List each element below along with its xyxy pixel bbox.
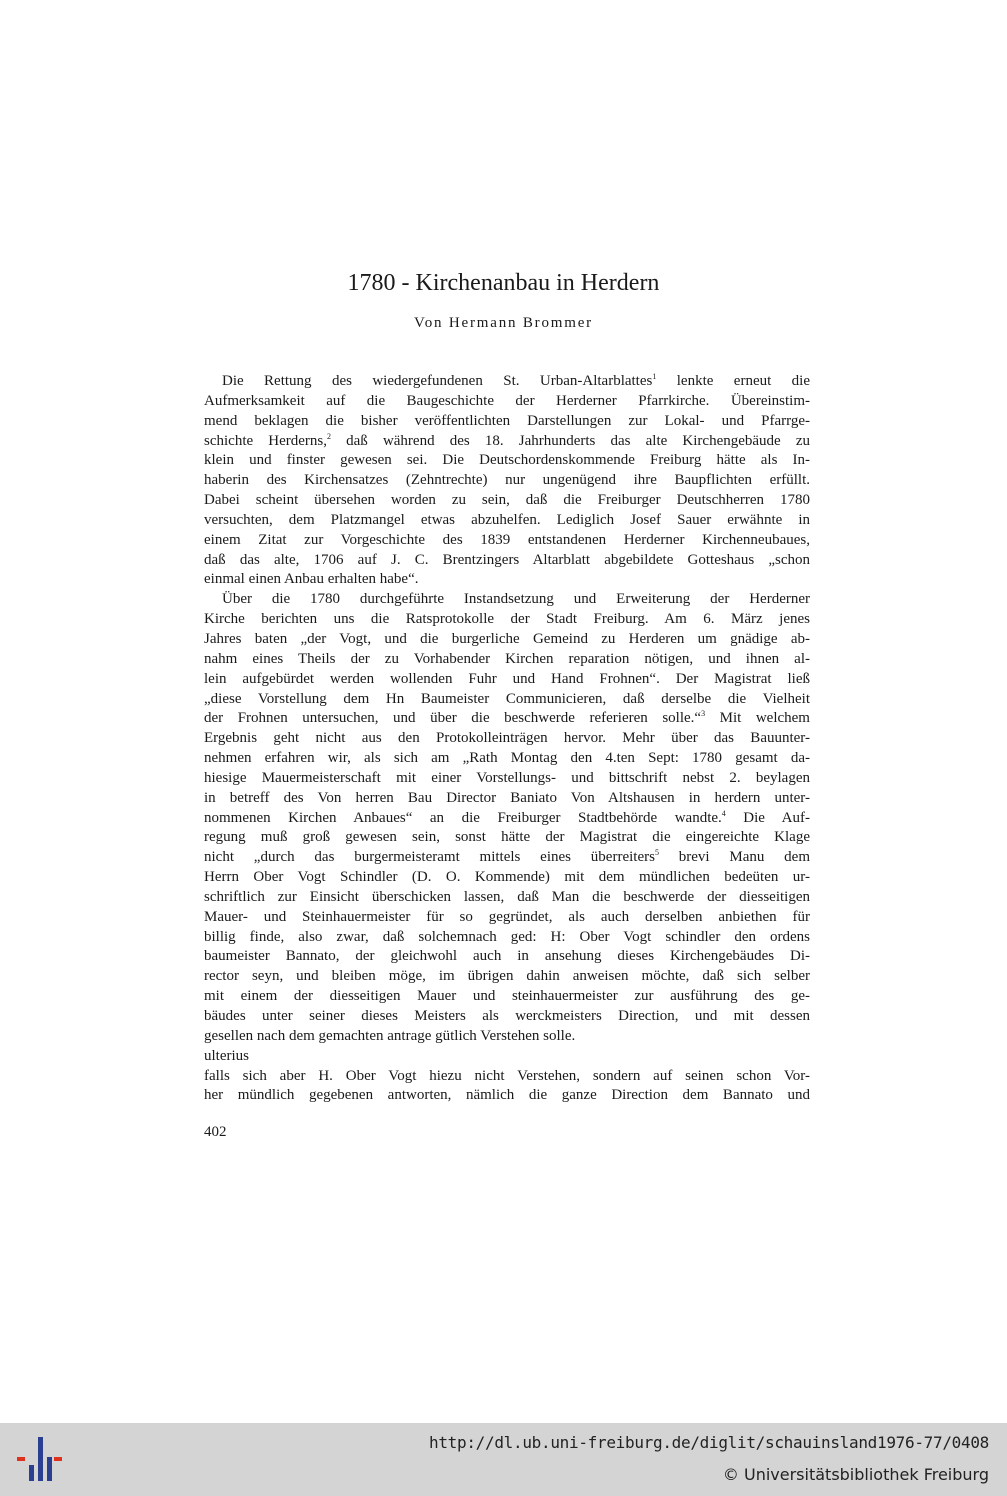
- text-line: her mündlich gegebenen antworten, nämlich die ganze Direction dem Bannato und: [204, 1087, 810, 1104]
- text-line: mit einem der diesseitigen Mauer und steinhauermeister zur ausführung des ge-: [204, 988, 810, 1005]
- article-body: [204, 372, 810, 1106]
- text-line: baumeister Bannato, der gleichwohl auch in ansehung dieses Kirchengebäudes Di-: [204, 948, 810, 965]
- footnote-ref[interactable]: 2: [327, 431, 332, 441]
- text-line: Mauer- und Steinhauermeister für so gegründet, als auch derselben anbiethen für: [204, 908, 810, 925]
- copyright-notice: © Universitätsbibliothek Freiburg: [722, 1465, 989, 1484]
- text-line: Die Rettung des wiedergefundenen St. Urban-Altarblattes$^1$ lenkte erneut die: [222, 372, 810, 389]
- text-line: haberin des Kirchensatzes (Zehntrechte) nur ungenügend ihre Baupflichten erfüllt.: [204, 472, 810, 489]
- text-line: versuchten, dem Platzmangel etwas abzuhelfen. Lediglich Josef Sauer erwähnte in: [204, 511, 810, 528]
- text-line: nommenen Kirchen Anbaues“ an die Freiburger Stadtbehörde wandte.$^4$ Die Auf-: [204, 808, 810, 826]
- text-line: der Frohnen untersuchen, und über die beschwerde referieren solle.“$^3$ Mit welchem: [204, 709, 810, 727]
- footer-bar: [0, 1423, 1007, 1496]
- text-line: Kirche berichten uns die Ratsprotokolle der Stadt Freiburg. Am 6. März jenes: [204, 611, 810, 628]
- text-line: Jahres baten „der Vogt, und die burgerliche Gemeind zu Herderen um gnädige ab-: [204, 630, 810, 647]
- article-title: 1780 - Kirchenanbau in Herdern: [347, 270, 660, 296]
- footnote-ref[interactable]: 5: [654, 848, 659, 858]
- text-line: nehmen erfahren wir, als sich am „Rath Montag den 4.ten Sept: 1780 gesamt da-: [204, 750, 810, 767]
- text-line: rector seyn, und bleiben möge, im übrigen dahin anweisen möchte, daß sich selber: [204, 968, 810, 985]
- text-line: lein aufgebürdet werden wollenden Fuhr und Hand Frohnen“. Der Magistrat ließ: [204, 670, 810, 687]
- text-line: schriftlich zur Einsicht überschicken lassen, daß Man die beschwerde der diesseitigen: [204, 888, 810, 905]
- text-line: Dabei scheint übersehen worden zu sein, daß die Freiburger Deutschherren 1780: [204, 492, 810, 509]
- text-line: Ergebnis geht nicht aus den Protokolleinträgen hervor. Mehr über das Bauunter-: [204, 730, 810, 747]
- text-line: falls sich aber H. Ober Vogt hiezu nicht Verstehen, sondern auf seinen schon Vor-: [204, 1067, 810, 1084]
- text-line: nicht „durch das burgermeisteramt mittels eines überreiters$^5$ brevi Manu dem: [204, 848, 810, 866]
- text-line: mend beklagen die bisher veröffentlichten Darstellungen zur Lokal- und Pfarrge-: [204, 412, 810, 429]
- ub-freiburg-logo-icon[interactable]: [14, 1435, 64, 1485]
- text-line: gesellen nach dem gemachten antrage gütlich Verstehen solle.: [204, 1027, 576, 1044]
- text-line: „diese Vorstellung dem Hn Baumeister Communicieren, daß derselbe die Vielheit: [204, 690, 810, 707]
- text-line: Aufmerksamkeit auf die Baugeschichte der Herderner Pfarrkirche. Übereinstim-: [204, 392, 810, 409]
- footnote-ref[interactable]: 3: [701, 709, 706, 719]
- text-line: daß das alte, 1706 auf J. C. Brentzingers Altarblatt abgebildete Gotteshaus „schon: [204, 551, 810, 568]
- text-line: klein und finster gewesen sei. Die Deutschordenskommende Freiburg hätte als In-: [204, 452, 810, 469]
- text-line: einem Zitat zur Vorgeschichte des 1839 entstandenen Herderner Kirchenneubaues,: [204, 531, 810, 548]
- footnote-ref[interactable]: 4: [721, 808, 726, 818]
- text-line: nahm eines Theils der zu Vorhabender Kirchen reparation nötigen, und ihnen al-: [204, 650, 810, 667]
- permalink-url[interactable]: http://dl.ub.uni-freiburg.de/diglit/schauinsland1976-77/0408: [429, 1433, 989, 1452]
- article-author: Von Hermann Brommer: [414, 315, 593, 331]
- page-number: 402: [204, 1124, 227, 1140]
- text-line: einmal einen Anbau erhalten habe“.: [204, 571, 419, 588]
- text-line: billig finde, also zwar, daß solchemnach ged: H: Ober Vogt schindler den ordens: [204, 928, 810, 945]
- footnote-ref[interactable]: 1: [652, 372, 657, 381]
- text-line: regung muß groß gewesen sein, sonst hätte der Magistrat die eingereichte Klage: [204, 829, 810, 846]
- text-line: bäudes unter seiner dieses Meisters als werckmeisters Direction, und mit dessen: [204, 1008, 810, 1024]
- text-line: Über die 1780 durchgeführte Instandsetzung und Erweiterung der Herderner: [222, 591, 810, 608]
- text-line: ulterius: [204, 1047, 249, 1064]
- text-line: hiesige Mauermeisterschaft mit einer Vorstellungs- und bittschrift nebst 2. beylagen: [204, 769, 810, 786]
- text-line: schichte Herderns,$^2$ daß während des 18. Jahrhunderts das alte Kirchengebäude zu: [204, 431, 811, 449]
- text-line: Herrn Ober Vogt Schindler (D. O. Kommende) mit dem mündlichen bedeüten ur-: [204, 869, 810, 886]
- text-line: in betreff des Von herren Bau Director Baniato Von Altshausen in herdern unter-: [204, 789, 810, 806]
